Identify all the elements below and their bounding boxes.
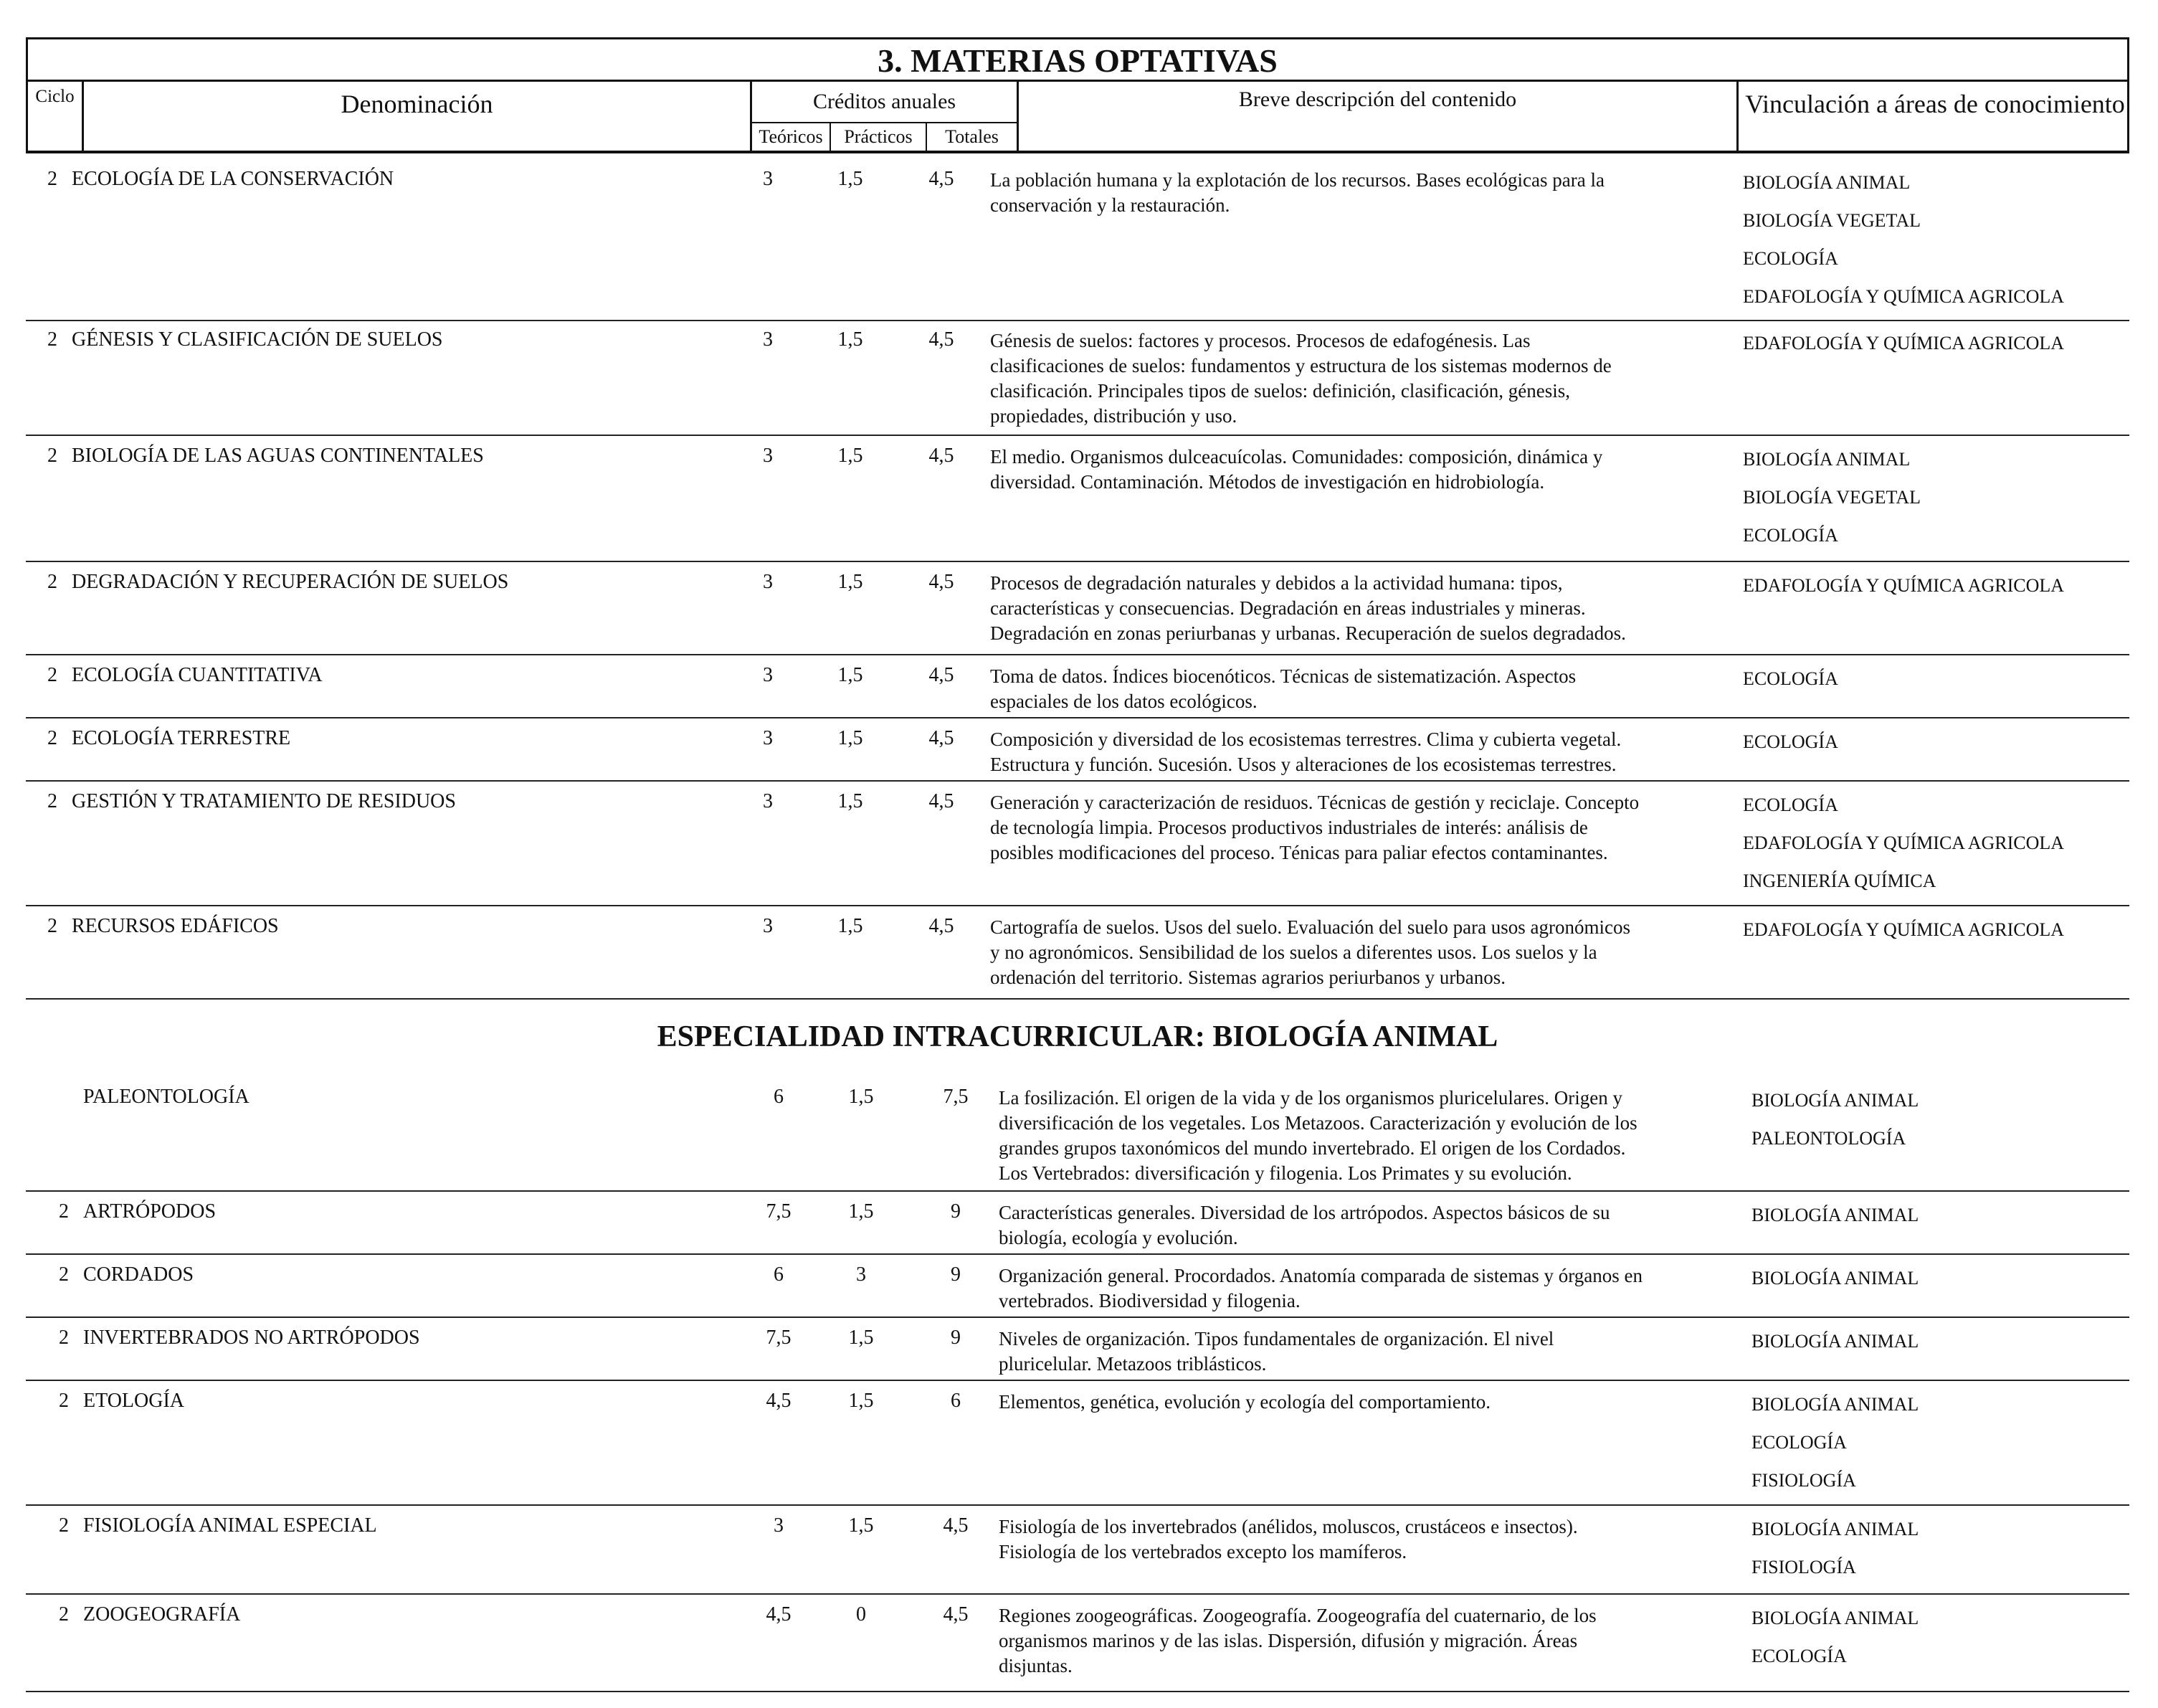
- row-denominacion: INVERTEBRADOS NO ARTRÓPODOS: [83, 1327, 420, 1349]
- row-divider: [26, 561, 2129, 562]
- row-teoricos: 7,5: [766, 1327, 792, 1349]
- row-descripcion: [999, 1327, 1716, 1377]
- row-denominacion: BIOLOGÍA DE LAS AGUAS CONTINENTALES: [72, 445, 484, 467]
- area-item: FISIOLOGÍA: [1751, 1470, 1856, 1491]
- area-item: BIOLOGÍA ANIMAL: [1743, 449, 1911, 470]
- row-totales: 4,5: [928, 571, 954, 593]
- area-item: BIOLOGÍA ANIMAL: [1751, 1608, 1919, 1628]
- row-teoricos: 3: [774, 1514, 784, 1537]
- row-ciclo: 2: [59, 1514, 69, 1537]
- description-line: Composición y diversidad de los ecosistemas terrestres. Clima y cubierta vegetal.: [990, 729, 1622, 750]
- description-line: pluricelular. Metazoos triblásticos.: [999, 1353, 1267, 1375]
- row-vinculacion: [1743, 163, 2064, 315]
- table-header: [26, 82, 2129, 153]
- area-item: BIOLOGÍA ANIMAL: [1751, 1090, 1919, 1111]
- area-item: EDAFOLOGÍA Y QUÍMICA AGRICOLA: [1743, 575, 2065, 596]
- row-divider: [26, 1316, 2129, 1318]
- area-item: BIOLOGÍA ANIMAL: [1751, 1394, 1919, 1415]
- area-item: PALEONTOLOGÍA: [1751, 1128, 1906, 1149]
- row-descripcion: [999, 1086, 1716, 1186]
- row-ciclo: 2: [47, 328, 57, 351]
- description-line: Estructura y función. Sucesión. Usos y alteraciones de los ecosistemas terrestres.: [990, 754, 1617, 775]
- row-ciclo: 2: [59, 1390, 69, 1412]
- row-totales: 4,5: [928, 328, 954, 351]
- row-practicos: 1,5: [837, 664, 863, 686]
- description-line: organismos marinos y de las islas. Dispersión, difusión y migración. Áreas: [999, 1630, 1578, 1651]
- row-denominacion: GESTIÓN Y TRATAMIENTO DE RESIDUOS: [72, 790, 456, 812]
- row-totales: 6: [951, 1390, 961, 1412]
- row-totales: 4,5: [928, 915, 954, 937]
- area-item: BIOLOGÍA VEGETAL: [1743, 487, 1921, 508]
- row-divider: [26, 1593, 2129, 1595]
- row-totales: 9: [951, 1327, 961, 1349]
- description-line: grandes grupos taxonómicos del mundo invertebrado. El origen de los Cordados.: [999, 1137, 1626, 1159]
- description-line: biología, ecología y evolución.: [999, 1227, 1238, 1248]
- row-ciclo: 2: [59, 1263, 69, 1286]
- area-item: ECOLOGÍA: [1743, 794, 1838, 815]
- area-item: BIOLOGÍA ANIMAL: [1751, 1331, 1919, 1352]
- row-divider: [26, 435, 2129, 436]
- row-divider: [26, 1253, 2129, 1255]
- row-totales: 7,5: [943, 1086, 969, 1108]
- row-practicos: 1,5: [837, 727, 863, 749]
- description-line: y no agronómicos. Sensibilidad de los suelos a diferentes usos. Los suelos y la: [990, 941, 1597, 963]
- row-practicos: 1,5: [837, 915, 863, 937]
- description-line: espaciales de los datos ecológicos.: [990, 691, 1258, 712]
- row-denominacion: GÉNESIS Y CLASIFICACIÓN DE SUELOS: [72, 328, 443, 351]
- description-line: Génesis de suelos: factores y procesos. Procesos de edafogénesis. Las: [990, 330, 1531, 351]
- description-line: Elementos, genética, evolución y ecología del comportamiento.: [999, 1391, 1491, 1413]
- description-line: Degradación en zonas periurbanas y urbanas. Recuperación de suelos degradados.: [990, 622, 1626, 644]
- row-ciclo: 2: [47, 790, 57, 812]
- row-teoricos: 3: [763, 727, 773, 749]
- row-teoricos: 6: [774, 1086, 784, 1108]
- area-item: BIOLOGÍA ANIMAL: [1751, 1205, 1919, 1225]
- row-ciclo: 2: [59, 1603, 69, 1626]
- row-descripcion: [990, 168, 1707, 218]
- row-vinculacion: [1751, 1081, 1919, 1157]
- row-divider: [26, 780, 2129, 782]
- description-line: de tecnología limpia. Procesos productivos industriales de interés: análisis de: [990, 817, 1588, 838]
- description-line: diversificación de los vegetales. Los Metazoos. Caracterización y evolución de los: [999, 1112, 1637, 1134]
- description-line: Generación y caracterización de residuos. Técnicas de gestión y reciclaje. Concepto: [990, 792, 1640, 813]
- row-teoricos: 3: [763, 328, 773, 351]
- row-vinculacion: [1743, 660, 1838, 698]
- row-totales: 4,5: [943, 1603, 969, 1626]
- row-denominacion: RECURSOS EDÁFICOS: [72, 915, 279, 937]
- row-vinculacion: [1751, 1599, 1919, 1675]
- row-ciclo: 2: [47, 571, 57, 593]
- row-descripcion: [990, 664, 1707, 714]
- row-divider: [26, 1504, 2129, 1506]
- area-item: FISIOLOGÍA: [1751, 1557, 1856, 1577]
- row-totales: 4,5: [928, 445, 954, 467]
- row-descripcion: [999, 1390, 1716, 1415]
- row-vinculacion: [1743, 566, 2064, 604]
- header-ciclo: Ciclo: [28, 82, 84, 151]
- row-divider: [26, 905, 2129, 906]
- area-item: ECOLOGÍA: [1751, 1646, 1847, 1666]
- header-practicos: Prácticos: [831, 123, 927, 152]
- row-practicos: 1,5: [848, 1514, 874, 1537]
- row-divider: [26, 1190, 2129, 1192]
- area-item: ECOLOGÍA: [1743, 525, 1838, 546]
- row-teoricos: 4,5: [766, 1390, 792, 1412]
- row-totales: 4,5: [928, 168, 954, 190]
- row-totales: 4,5: [928, 790, 954, 812]
- description-line: Los Vertebrados: diversificación y filogenia. Los Primates y su evolución.: [999, 1162, 1572, 1184]
- row-totales: 9: [951, 1200, 961, 1223]
- row-ciclo: 2: [47, 727, 57, 749]
- row-teoricos: 3: [763, 664, 773, 686]
- row-teoricos: 3: [763, 445, 773, 467]
- row-practicos: 1,5: [837, 328, 863, 351]
- row-descripcion: [999, 1263, 1716, 1314]
- row-divider: [26, 1380, 2129, 1381]
- area-item: EDAFOLOGÍA Y QUÍMICA AGRICOLA: [1743, 919, 2065, 940]
- row-ciclo: 2: [47, 445, 57, 467]
- area-item: EDAFOLOGÍA Y QUÍMICA AGRICOLA: [1743, 832, 2065, 853]
- row-denominacion: DEGRADACIÓN Y RECUPERACIÓN DE SUELOS: [72, 571, 509, 593]
- row-denominacion: ECOLOGÍA DE LA CONSERVACIÓN: [72, 168, 394, 190]
- row-practicos: 1,5: [848, 1390, 874, 1412]
- description-line: diversidad. Contaminación. Métodos de investigación en hidrobiología.: [990, 471, 1545, 493]
- header-creditos-label: Créditos anuales: [752, 82, 1017, 123]
- row-practicos: 1,5: [837, 168, 863, 190]
- row-vinculacion: [1743, 911, 2064, 949]
- row-teoricos: 3: [763, 915, 773, 937]
- row-totales: 4,5: [928, 664, 954, 686]
- area-item: ECOLOGÍA: [1743, 668, 1838, 689]
- header-vinculacion: Vinculación a áreas de conocimiento: [1745, 90, 2125, 118]
- row-divider: [26, 320, 2129, 321]
- row-practicos: 1,5: [837, 445, 863, 467]
- row-descripcion: [999, 1603, 1716, 1679]
- row-ciclo: 2: [47, 915, 57, 937]
- row-vinculacion: [1743, 786, 2064, 900]
- row-teoricos: 4,5: [766, 1603, 792, 1626]
- row-practicos: 1,5: [848, 1086, 874, 1108]
- description-line: clasificación. Principales tipos de suelos: definición, clasificación, génesis,: [990, 380, 1571, 402]
- section-title: ESPECIALIDAD INTRACURRICULAR: BIOLOGÍA ANIMAL: [657, 1020, 1498, 1053]
- description-line: Cartografía de suelos. Usos del suelo. Evaluación del suelo para usos agronómicos: [990, 916, 1631, 938]
- row-descripcion: [990, 790, 1707, 865]
- description-line: El medio. Organismos dulceacuícolas. Comunidades: composición, dinámica y: [990, 446, 1603, 468]
- area-item: BIOLOGÍA ANIMAL: [1743, 172, 1911, 193]
- description-line: disjuntas.: [999, 1655, 1073, 1676]
- row-descripcion: [999, 1514, 1716, 1565]
- row-vinculacion: [1751, 1322, 1919, 1360]
- description-line: vertebrados. Biodiversidad y filogenia.: [999, 1290, 1301, 1311]
- row-teoricos: 3: [763, 571, 773, 593]
- row-denominacion: CORDADOS: [83, 1263, 194, 1286]
- row-descripcion: [990, 571, 1707, 646]
- row-denominacion: PALEONTOLOGÍA: [83, 1086, 249, 1108]
- header-totales: Totales: [945, 126, 999, 147]
- row-descripcion: [990, 445, 1707, 495]
- description-line: Características generales. Diversidad de los artrópodos. Aspectos básicos de su: [999, 1202, 1610, 1223]
- description-line: Toma de datos. Índices biocenóticos. Técnicas de sistematización. Aspectos: [990, 665, 1577, 687]
- row-vinculacion: [1751, 1385, 1919, 1499]
- row-teoricos: 6: [774, 1263, 784, 1286]
- row-divider: [26, 717, 2129, 718]
- row-teoricos: 7,5: [766, 1200, 792, 1223]
- row-practicos: 1,5: [848, 1327, 874, 1349]
- page-title: 3. MATERIAS OPTATIVAS: [26, 37, 2129, 82]
- row-vinculacion: [1743, 440, 1921, 554]
- header-creditos: [752, 82, 1019, 151]
- row-vinculacion: [1751, 1510, 1919, 1586]
- description-line: La fosilización. El origen de la vida y de los organismos pluricelulares. Origen y: [999, 1087, 1623, 1109]
- row-teoricos: 3: [763, 790, 773, 812]
- row-ciclo: 2: [47, 168, 57, 190]
- row-vinculacion: [1743, 324, 2064, 362]
- area-item: ECOLOGÍA: [1751, 1432, 1847, 1453]
- description-line: Regiones zoogeográficas. Zoogeografía. Zoogeografía del cuaternario, de los: [999, 1605, 1597, 1626]
- row-denominacion: ETOLOGÍA: [83, 1390, 185, 1412]
- area-item: EDAFOLOGÍA Y QUÍMICA AGRICOLA: [1743, 286, 2065, 307]
- description-line: Procesos de degradación naturales y debidos a la actividad humana: tipos,: [990, 572, 1563, 594]
- row-descripcion: [990, 915, 1707, 990]
- row-practicos: 1,5: [848, 1200, 874, 1223]
- row-divider: [26, 998, 2129, 1000]
- row-denominacion: FISIOLOGÍA ANIMAL ESPECIAL: [83, 1514, 377, 1537]
- header-teoricos: Teóricos: [752, 123, 831, 152]
- row-totales: 4,5: [928, 727, 954, 749]
- row-descripcion: [999, 1200, 1716, 1251]
- area-item: INGENIERÍA QUÍMICA: [1743, 870, 1936, 891]
- description-line: ordenación del territorio. Sistemas agrarios periurbanos y urbanos.: [990, 967, 1506, 988]
- description-line: Organización general. Procordados. Anatomía comparada de sistemas y órganos en: [999, 1265, 1643, 1286]
- row-practicos: 0: [856, 1603, 866, 1626]
- row-practicos: 3: [856, 1263, 866, 1286]
- row-vinculacion: [1751, 1196, 1919, 1234]
- header-denominacion: Denominación: [84, 82, 752, 151]
- description-line: posibles modificaciones del proceso. Ténicas para paliar efectos contaminantes.: [990, 842, 1608, 863]
- area-item: BIOLOGÍA ANIMAL: [1751, 1268, 1919, 1289]
- row-totales: 4,5: [943, 1514, 969, 1537]
- area-item: BIOLOGÍA VEGETAL: [1743, 210, 1921, 231]
- description-line: Fisiología de los invertebrados (anélidos, moluscos, crustáceos e insectos).: [999, 1516, 1578, 1537]
- row-divider: [26, 654, 2129, 655]
- row-descripcion: [990, 727, 1707, 777]
- area-item: EDAFOLOGÍA Y QUÍMICA AGRICOLA: [1743, 333, 2065, 354]
- row-vinculacion: [1751, 1259, 1919, 1297]
- row-ciclo: 2: [59, 1327, 69, 1349]
- row-divider: [26, 1691, 2129, 1692]
- row-practicos: 1,5: [837, 790, 863, 812]
- description-line: clasificaciones de suelos: fundamentos y estructura de los sistemas modernos de: [990, 355, 1612, 376]
- description-line: características y consecuencias. Degradación en áreas industriales y mineras.: [990, 597, 1586, 619]
- row-denominacion: ECOLOGÍA TERRESTRE: [72, 727, 291, 749]
- description-line: La población humana y la explotación de los recursos. Bases ecológicas para la: [990, 169, 1605, 191]
- area-item: ECOLOGÍA: [1743, 248, 1838, 269]
- area-item: ECOLOGÍA: [1743, 731, 1838, 752]
- row-practicos: 1,5: [837, 571, 863, 593]
- row-ciclo: 2: [47, 664, 57, 686]
- description-line: conservación y la restauración.: [990, 194, 1230, 216]
- description-line: Niveles de organización. Tipos fundamentales de organización. El nivel: [999, 1328, 1554, 1349]
- row-denominacion: ARTRÓPODOS: [83, 1200, 217, 1223]
- header-descripcion: Breve descripción del contenido: [1019, 82, 1739, 151]
- row-denominacion: ECOLOGÍA CUANTITATIVA: [72, 664, 323, 686]
- description-line: propiedades, distribución y uso.: [990, 405, 1237, 427]
- row-totales: 9: [951, 1263, 961, 1286]
- row-ciclo: 2: [59, 1200, 69, 1223]
- area-item: BIOLOGÍA ANIMAL: [1751, 1519, 1919, 1539]
- description-line: Fisiología de los vertebrados excepto los mamíferos.: [999, 1541, 1407, 1562]
- row-denominacion: ZOOGEOGRAFÍA: [83, 1603, 241, 1626]
- row-vinculacion: [1743, 723, 1838, 761]
- row-descripcion: [990, 328, 1707, 429]
- row-teoricos: 3: [763, 168, 773, 190]
